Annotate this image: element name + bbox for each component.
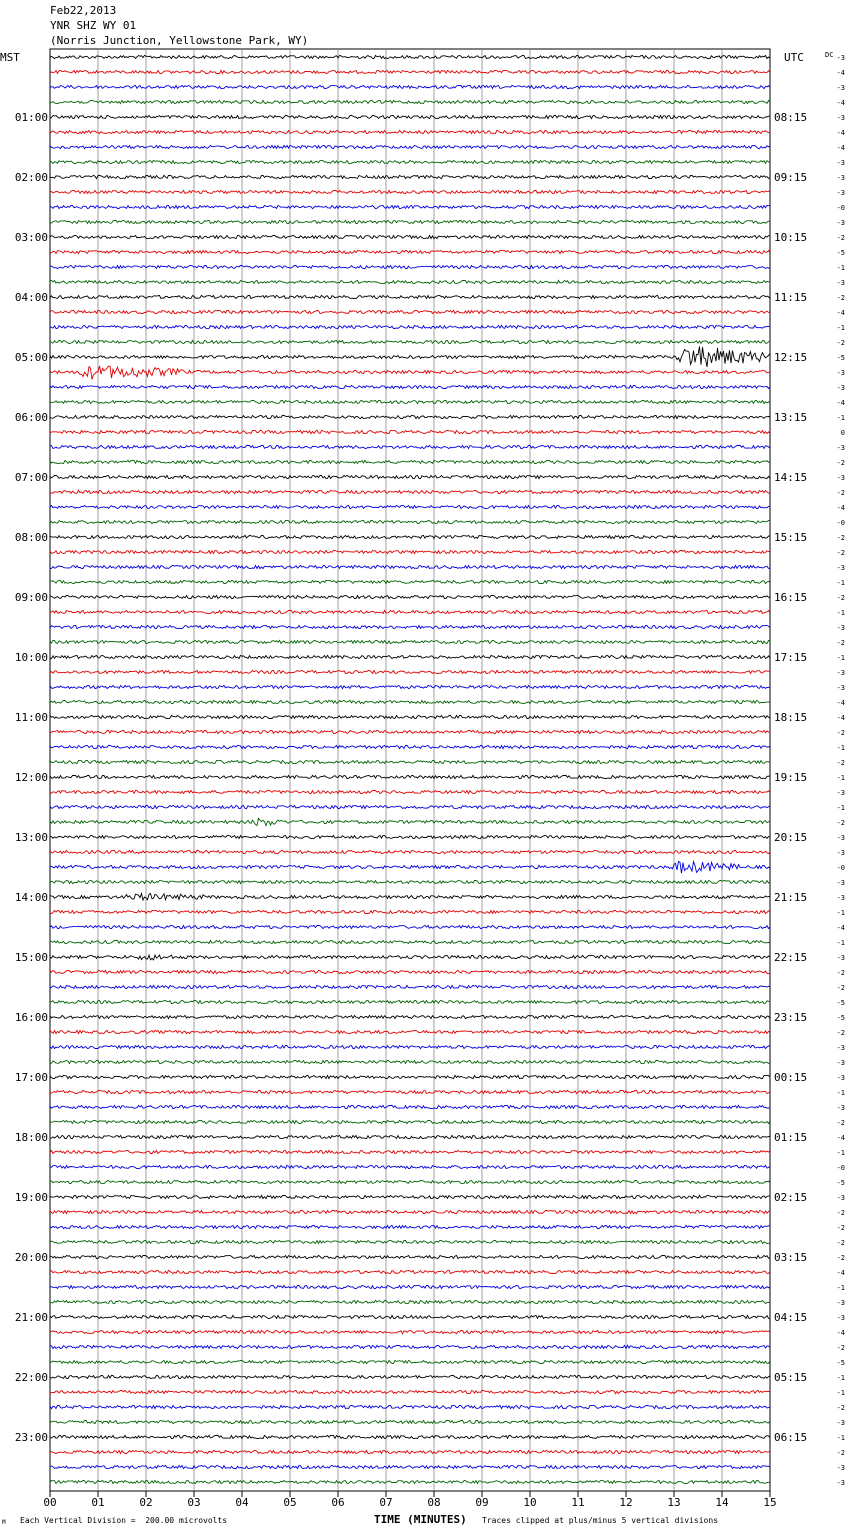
mst-hour-label: 18:00 [14,1131,48,1144]
seismic-trace [50,400,770,403]
dc-offset-label: -3 [836,384,845,392]
seismic-trace [50,1060,770,1063]
dc-offset-label: -5 [836,1014,845,1022]
dc-offset-label: -5 [836,354,845,362]
mst-hour-label: 11:00 [14,711,48,724]
dc-offset-label: -4 [836,699,845,707]
dc-offset-label: -1 [836,1374,845,1382]
dc-offset-label: -3 [836,1479,845,1487]
seismic-trace [50,1300,770,1303]
dc-offset-label: -1 [836,1434,845,1442]
seismic-trace [50,700,770,703]
dc-offset-label: -2 [836,1239,845,1247]
dc-offset-label: -3 [836,834,845,842]
dc-offset-label: -5 [836,249,845,257]
seismic-trace [50,1210,770,1213]
seismic-trace [50,1360,770,1363]
dc-offset-label: -4 [836,924,845,932]
utc-hour-label: 09:15 [774,171,808,184]
dc-offset-label: 0 [840,429,845,437]
seismic-trace [50,505,770,508]
seismic-trace [50,115,770,118]
seismic-trace [50,295,770,298]
mst-hour-label: 05:00 [14,351,48,364]
seismic-trace [50,535,770,538]
station-location: (Norris Junction, Yellowstone Park, WY) [50,34,309,47]
utc-hour-label: 05:15 [774,1371,808,1384]
dc-offset-label: -1 [836,1284,845,1292]
dc-offset-label: -3 [836,669,845,677]
mst-hour-label: 15:00 [14,951,48,964]
seismic-trace [50,55,770,58]
dc-offset-label: -1 [836,774,845,782]
mst-hour-label: 21:00 [14,1311,48,1324]
dc-offset-label: -2 [836,984,845,992]
dc-offset-label: -3 [836,279,845,287]
utc-hour-label: 04:15 [774,1311,808,1324]
dc-offset-label: -3 [836,849,845,857]
dc-offset-label: -1 [836,609,845,617]
utc-hour-label: 14:15 [774,471,808,484]
seismic-trace [50,160,770,163]
dc-offset-label: -1 [836,579,845,587]
seismic-trace [50,910,770,913]
dc-offset-label: -3 [836,114,845,122]
seismic-trace [50,1375,770,1378]
utc-hour-label: 11:15 [774,291,808,304]
utc-hour-label: 17:15 [774,651,808,664]
utc-hour-label: 19:15 [774,771,808,784]
mst-hour-label: 04:00 [14,291,48,304]
dc-offset-label: -3 [836,1464,845,1472]
seismic-trace [50,818,770,825]
utc-hour-label: 20:15 [774,831,808,844]
dc-offset-label: -1 [836,1089,845,1097]
seismic-trace [50,310,770,313]
dc-offset-label: -2 [836,549,845,557]
seismic-trace [50,460,770,463]
plot-date: Feb22,2013 [50,4,117,17]
seismic-trace [50,1480,770,1483]
dc-offset-label: -1 [836,264,845,272]
dc-offset-label: -4 [836,714,845,722]
mst-hour-label: 13:00 [14,831,48,844]
seismic-trace [50,1240,770,1243]
dc-offset-label: -3 [836,894,845,902]
x-tick-label: 11 [571,1496,585,1509]
dc-offset-label: -3 [836,789,845,797]
seismic-trace [50,925,770,928]
dc-offset-label: -2 [836,969,845,977]
seismic-trace [50,640,770,643]
seismic-trace [50,366,770,380]
seismic-trace [50,1165,770,1168]
dc-offset-label: -2 [836,759,845,767]
seismic-trace [50,1255,770,1258]
seismic-trace [50,861,770,873]
dc-offset-label: -2 [836,234,845,242]
dc-offset-label: -2 [836,819,845,827]
seismic-trace [50,1030,770,1033]
seismic-trace [50,190,770,193]
dc-offset-label: -1 [836,744,845,752]
utc-hour-label: 23:15 [774,1011,808,1024]
dc-offset-label: -3 [836,1299,845,1307]
seismic-trace [50,280,770,283]
dc-offset-label: -2 [836,1119,845,1127]
corner-mark: M [2,1519,6,1526]
mst-hour-label: 07:00 [14,471,48,484]
seismic-trace [50,730,770,733]
seismic-trace [50,475,770,478]
station-code: YNR SHZ WY 01 [50,19,137,32]
dc-offset-label: -2 [836,534,845,542]
seismic-trace [50,1315,770,1318]
mst-hour-label: 01:00 [14,111,48,124]
seismic-trace [50,1450,770,1453]
dc-offset-label: -3 [836,219,845,227]
utc-hour-label: 02:15 [774,1191,808,1204]
mst-hour-label: 09:00 [14,591,48,604]
seismic-trace [50,670,770,673]
dc-header-label: DC [825,51,834,59]
x-tick-label: 03 [187,1496,201,1509]
dc-offset-label: -3 [836,1104,845,1112]
mst-hour-label: 03:00 [14,231,48,244]
dc-offset-label: -4 [836,504,845,512]
utc-hour-label: 13:15 [774,411,808,424]
utc-hour-label: 15:15 [774,531,808,544]
dc-offset-label: -2 [836,1449,845,1457]
x-tick-label: 07 [379,1496,393,1509]
dc-offset-label: -3 [836,954,845,962]
seismic-trace [50,445,770,448]
seismic-trace [50,1345,770,1348]
dc-offset-label: -3 [836,84,845,92]
seismic-trace [50,1135,770,1138]
dc-offset-label: -1 [836,1149,845,1157]
seismic-trace [50,1090,770,1093]
seismic-trace [50,70,770,73]
dc-offset-label: -4 [836,1134,845,1142]
dc-offset-label: -1 [836,804,845,812]
dc-offset-label: -1 [836,1389,845,1397]
seismic-trace [50,1000,770,1003]
dc-offset-label: -1 [836,324,845,332]
seismic-trace [50,145,770,148]
seismic-trace [50,565,770,568]
seismic-trace [50,970,770,973]
seismic-trace [50,205,770,208]
dc-offset-label: -3 [836,1419,845,1427]
seismic-trace [50,1390,770,1393]
seismic-trace [50,265,770,268]
utc-hour-label: 01:15 [774,1131,808,1144]
seismic-trace [50,520,770,523]
dc-offset-label: -2 [836,1224,845,1232]
seismic-trace [50,1405,770,1408]
mst-hour-label: 20:00 [14,1251,48,1264]
dc-offset-label: -3 [836,54,845,62]
seismic-trace [50,760,770,763]
dc-offset-label: -3 [836,564,845,572]
utc-hour-label: 18:15 [774,711,808,724]
seismic-trace [50,625,770,628]
x-tick-label: 09 [475,1496,489,1509]
dc-offset-label: -2 [836,1209,845,1217]
seismic-trace [50,1285,770,1288]
dc-offset-label: -1 [836,909,845,917]
seismic-trace [50,347,770,368]
dc-offset-label: -4 [836,144,845,152]
dc-offset-label: -2 [836,1344,845,1352]
seismic-trace [50,100,770,103]
x-tick-label: 00 [43,1496,57,1509]
seismic-trace [50,550,770,553]
seismic-trace [50,1150,770,1153]
scale-note: Each Vertical Division = 200.00 microvolts [20,1516,228,1525]
dc-offset-label: -2 [836,1404,845,1412]
mst-hour-label: 22:00 [14,1371,48,1384]
utc-hour-label: 21:15 [774,891,808,904]
dc-offset-label: -4 [836,69,845,77]
seismic-trace [50,1465,770,1468]
utc-hour-label: 08:15 [774,111,808,124]
seismic-trace [50,745,770,748]
mst-hour-label: 16:00 [14,1011,48,1024]
dc-offset-label: -2 [836,489,845,497]
seismic-trace [50,1120,770,1123]
seismic-trace [50,325,770,328]
dc-offset-label: -2 [836,729,845,737]
x-tick-label: 10 [523,1496,537,1509]
seismic-trace [50,790,770,793]
seismic-trace [50,85,770,88]
seismic-trace [50,595,770,598]
mst-hour-label: 14:00 [14,891,48,904]
seismic-trace [50,220,770,223]
dc-offset-label: -3 [836,684,845,692]
x-tick-label: 15 [763,1496,777,1509]
seismic-trace [50,1015,770,1018]
dc-offset-label: -3 [836,474,845,482]
x-tick-label: 12 [619,1496,633,1509]
x-tick-label: 01 [91,1496,105,1509]
dc-offset-label: -3 [836,174,845,182]
seismic-trace [50,175,770,178]
seismic-trace [50,1270,770,1273]
dc-offset-label: -3 [836,159,845,167]
dc-offset-label: -2 [836,1029,845,1037]
x-tick-label: 14 [715,1496,729,1509]
dc-offset-label: -3 [836,1074,845,1082]
seismic-trace [50,894,770,901]
dc-offset-label: -4 [836,129,845,137]
seismic-trace [50,985,770,988]
dc-offset-label: -3 [836,1044,845,1052]
dc-offset-label: -5 [836,1179,845,1187]
mst-axis-label: MST [0,51,20,64]
dc-offset-label: -2 [836,339,845,347]
dc-offset-label: -3 [836,1194,845,1202]
utc-axis-label: UTC [784,51,804,64]
utc-hour-label: 22:15 [774,951,808,964]
utc-hour-label: 16:15 [774,591,808,604]
dc-offset-label: -0 [836,204,845,212]
seismic-trace [50,850,770,853]
dc-offset-label: -4 [836,99,845,107]
utc-hour-label: 06:15 [774,1431,808,1444]
seismic-trace [50,1420,770,1423]
dc-offset-label: -3 [836,444,845,452]
dc-offset-label: -3 [836,369,845,377]
seismic-trace [50,775,770,778]
dc-offset-label: -2 [836,1254,845,1262]
seismic-trace [50,1225,770,1228]
seismic-trace [50,385,770,388]
seismic-trace [50,580,770,583]
x-tick-label: 05 [283,1496,297,1509]
dc-offset-label: -2 [836,594,845,602]
seismic-trace [50,880,770,883]
mst-hour-label: 08:00 [14,531,48,544]
dc-offset-label: -2 [836,294,845,302]
seismic-trace [50,1435,770,1438]
x-axis-title: TIME (MINUTES) [374,1513,467,1526]
seismic-trace [50,805,770,808]
clip-note: Traces clipped at plus/minus 5 vertical divisions [482,1516,719,1525]
x-tick-label: 13 [667,1496,681,1509]
dc-offset-label: -0 [836,519,845,527]
seismic-trace [50,1075,770,1078]
seismic-trace [50,1105,770,1108]
dc-offset-label: -2 [836,639,845,647]
dc-offset-label: -1 [836,939,845,947]
seismic-trace [50,130,770,133]
seismic-trace [50,835,770,838]
seismic-trace [50,655,770,658]
seismic-trace [50,430,770,433]
seismic-trace [50,235,770,238]
x-tick-label: 04 [235,1496,249,1509]
x-tick-label: 02 [139,1496,153,1509]
mst-hour-label: 17:00 [14,1071,48,1084]
seismic-trace [50,250,770,253]
mst-hour-label: 12:00 [14,771,48,784]
seismic-trace [50,1180,770,1183]
utc-hour-label: 12:15 [774,351,808,364]
dc-offset-label: -4 [836,1329,845,1337]
dc-offset-label: -0 [836,1164,845,1172]
utc-hour-label: 10:15 [774,231,808,244]
dc-offset-label: -4 [836,399,845,407]
utc-hour-label: 03:15 [774,1251,808,1264]
utc-hour-label: 00:15 [774,1071,808,1084]
x-tick-label: 08 [427,1496,441,1509]
dc-offset-label: -5 [836,1359,845,1367]
dc-offset-label: -3 [836,1314,845,1322]
seismic-trace [50,1045,770,1048]
dc-offset-label: -3 [836,879,845,887]
dc-offset-label: -3 [836,1059,845,1067]
dc-offset-label: -3 [836,624,845,632]
seismic-trace [50,490,770,493]
mst-hour-label: 02:00 [14,171,48,184]
mst-hour-label: 19:00 [14,1191,48,1204]
mst-hour-label: 06:00 [14,411,48,424]
x-tick-label: 06 [331,1496,345,1509]
dc-offset-label: -0 [836,864,845,872]
seismic-trace [50,415,770,418]
dc-offset-label: -4 [836,1269,845,1277]
seismic-trace [50,940,770,943]
mst-hour-label: 23:00 [14,1431,48,1444]
seismic-trace [50,955,770,960]
dc-offset-label: -2 [836,459,845,467]
seismic-trace [50,1330,770,1333]
dc-offset-label: -1 [836,414,845,422]
dc-offset-label: -3 [836,189,845,197]
seismic-trace [50,340,770,343]
dc-offset-label: -1 [836,654,845,662]
seismic-trace [50,685,770,688]
seismic-trace [50,1195,770,1198]
seismic-trace [50,715,770,718]
seismic-trace [50,610,770,613]
mst-hour-label: 10:00 [14,651,48,664]
dc-offset-label: -5 [836,999,845,1007]
dc-offset-label: -4 [836,309,845,317]
